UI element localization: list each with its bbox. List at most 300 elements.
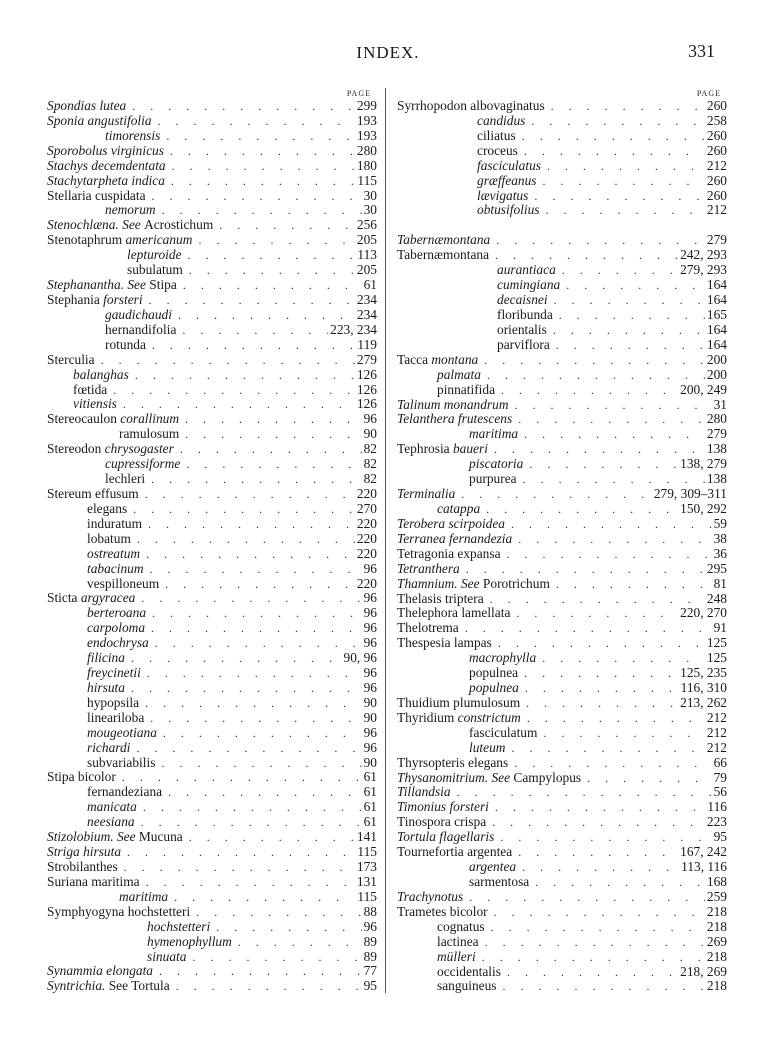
entry-pages: 125: [706, 635, 727, 651]
entry-pages: 200, 249: [680, 381, 727, 397]
entry-pages: 200: [706, 366, 727, 382]
entry-name-part: Stenotaphrum: [47, 232, 126, 248]
index-entry: [397, 114, 727, 129]
dot-leader: [516, 860, 679, 875]
index-entry: [397, 845, 727, 860]
entry-name: [47, 427, 179, 442]
dot-leader: [553, 308, 705, 323]
dot-leader: [135, 591, 361, 606]
entry-pages: 56: [713, 784, 727, 800]
index-entry: [397, 830, 727, 845]
entry-name-part: Timonius forsteri: [397, 799, 489, 815]
index-entry: [47, 144, 377, 159]
entry-pages: 131: [356, 873, 377, 889]
dot-leader: [523, 457, 678, 472]
entry-name: [47, 905, 190, 920]
entry-name-part: rotunda: [105, 336, 146, 352]
index-entry: [397, 800, 727, 815]
dot-leader: [517, 472, 705, 487]
entry-name: [47, 696, 139, 711]
entry-pages: 96: [363, 411, 377, 427]
entry-pages: 91: [713, 620, 727, 636]
entry-pages: 234: [356, 291, 377, 307]
entry-name-part: Tetranthera: [397, 560, 460, 576]
dot-leader: [165, 174, 356, 189]
entry-name-part: argyracea: [80, 590, 136, 606]
index-entry: [47, 636, 377, 651]
index-entry: [397, 711, 727, 726]
entry-name: [47, 293, 143, 308]
index-entry: [47, 383, 377, 398]
entry-name-part: Sticta: [47, 590, 81, 606]
entry-name: [397, 278, 560, 293]
entry-name-part: lactinea: [437, 933, 479, 949]
entry-name-part: Terminalia: [397, 486, 456, 502]
index-entry: [397, 562, 727, 577]
dot-leader: [512, 845, 678, 860]
index-entry: [47, 278, 377, 293]
dot-leader: [525, 114, 705, 129]
entry-pages: 260: [706, 172, 727, 188]
index-entry: [397, 771, 727, 786]
entry-name: [47, 517, 142, 532]
index-entry: [47, 800, 377, 815]
index-entry: [397, 621, 727, 636]
entry-name: [47, 368, 129, 383]
entry-name-part: obtusifolius: [477, 202, 540, 218]
entry-name-part: Thespesia lampas: [397, 635, 492, 651]
entry-name: [397, 651, 536, 666]
entry-name: [47, 830, 183, 845]
index-entry: [47, 666, 377, 681]
entry-pages: 66: [713, 754, 727, 770]
entry-name: [397, 965, 501, 980]
entry-pages: 213, 262: [680, 694, 727, 710]
entry-name-part: luteum: [469, 739, 506, 755]
entry-name-part: hochstetteri: [147, 918, 211, 934]
dot-leader: [545, 99, 705, 114]
entry-name: [397, 666, 518, 681]
entry-pages: 212: [706, 709, 727, 725]
entry-pages: 82: [363, 441, 377, 457]
page-title: INDEX.: [356, 43, 420, 62]
entry-pages: 82: [363, 471, 377, 487]
dot-leader: [131, 532, 355, 547]
entry-pages: 173: [356, 859, 377, 875]
index-entry: [397, 860, 727, 875]
index-entry: [47, 950, 377, 965]
dot-leader: [192, 233, 354, 248]
entry-pages: 280: [706, 411, 727, 427]
index-entry: [397, 129, 727, 144]
index-entry: [397, 636, 727, 651]
entry-pages: 90: [363, 694, 377, 710]
entry-name-part: Stenochlæna.: [47, 217, 119, 233]
index-entry: [47, 890, 377, 905]
entry-pages: 59: [713, 515, 727, 531]
entry-pages: 242, 293: [680, 247, 727, 263]
index-entry: [397, 756, 727, 771]
entry-pages: 200: [706, 351, 727, 367]
entry-pages: 258: [706, 112, 727, 128]
entry-name-part: lævigatus: [477, 187, 529, 203]
entry-pages: 95: [713, 829, 727, 845]
index-entry: [47, 442, 377, 457]
entry-pages: 90: [363, 709, 377, 725]
entry-name: [47, 487, 139, 502]
entry-pages: 138: [706, 441, 727, 457]
dot-leader: [107, 383, 355, 398]
entry-name: [397, 368, 481, 383]
entry-name: [397, 174, 537, 189]
dot-leader: [146, 606, 362, 621]
entry-name-part: catappa: [437, 500, 481, 516]
entry-name: [47, 114, 152, 129]
entry-name-part: Spondias lutea: [47, 98, 127, 113]
dot-leader: [130, 741, 361, 756]
entry-name: [397, 741, 505, 756]
entry-name-part: vitiensis: [73, 396, 117, 412]
index-entry: [397, 547, 727, 562]
dot-leader: [213, 218, 355, 233]
dot-leader: [140, 547, 355, 562]
entry-pages: 164: [706, 277, 727, 293]
dot-leader: [142, 517, 355, 532]
index-entry: [397, 233, 727, 248]
dot-leader: [139, 487, 355, 502]
index-entry: [47, 368, 377, 383]
entry-name-part: Synammia elongata: [47, 963, 153, 979]
index-entry: [47, 606, 377, 621]
dot-leader: [116, 770, 362, 785]
entry-pages: 119: [357, 336, 377, 352]
index-entry: [47, 785, 377, 800]
entry-name: [397, 383, 495, 398]
index-entry: [397, 890, 727, 905]
entry-name-part: Thelotrema: [397, 620, 459, 636]
entry-name: [47, 338, 146, 353]
entry-pages: 220: [356, 515, 377, 531]
entry-name: [47, 636, 149, 651]
entry-name-part: parviflora: [497, 336, 550, 352]
dot-leader: [177, 278, 362, 293]
index-entry: [47, 696, 377, 711]
entry-name: [397, 517, 505, 532]
entry-name-part: ciliatus: [477, 127, 516, 143]
index-entries: [397, 99, 727, 994]
entry-name-part: induratum: [87, 515, 143, 531]
index-entry: [397, 979, 727, 994]
entry-name: [47, 666, 141, 681]
dot-leader: [501, 547, 712, 562]
dot-leader: [560, 278, 705, 293]
entry-pages: 96: [363, 605, 377, 621]
index-entry: [397, 502, 727, 517]
index-entry: [47, 353, 377, 368]
entry-pages: 218, 269: [680, 963, 727, 979]
entry-name-part: fasciculatus: [477, 157, 541, 173]
entry-name: [397, 726, 537, 741]
dot-leader: [488, 442, 705, 457]
entry-pages: 150, 292: [680, 500, 727, 516]
entry-pages: 220, 270: [680, 605, 727, 621]
entry-name-part: Tabernæmontana: [397, 247, 490, 263]
entry-pages: 164: [706, 292, 727, 308]
entry-name: [47, 815, 135, 830]
entry-pages: 218: [706, 918, 727, 934]
index-entry: [397, 666, 727, 681]
entry-pages: 115: [357, 172, 377, 188]
index-entry: [47, 203, 377, 218]
dot-leader: [232, 935, 362, 950]
entry-name: [47, 472, 145, 487]
index-entry: [397, 457, 727, 472]
entry-name: [47, 353, 95, 368]
entry-name-part: cumingiana: [497, 277, 561, 293]
index-entry: [397, 965, 727, 980]
entry-pages: 113: [357, 247, 377, 263]
index-entry: [47, 547, 377, 562]
entry-name: [47, 606, 146, 621]
entry-name-part: elegans: [87, 500, 128, 516]
entry-name: [47, 532, 131, 547]
index-entry: [47, 621, 377, 636]
entry-name: [47, 203, 156, 218]
index-entry: [397, 532, 727, 547]
entry-name-part: Stephanantha.: [47, 277, 124, 293]
entry-name: [397, 203, 540, 218]
index-entry: [47, 517, 377, 532]
entry-name-part: sarmentosa: [469, 874, 530, 890]
entry-pages: 125, 235: [680, 665, 727, 681]
entry-name-part: carpoloma: [87, 620, 146, 636]
entry-name: [397, 845, 512, 860]
index-entry: [47, 741, 377, 756]
dot-leader: [581, 771, 711, 786]
dot-leader: [481, 368, 705, 383]
entry-name: [397, 875, 529, 890]
entry-name-part: populnea: [469, 680, 519, 696]
entry-name-part: corallinum: [120, 411, 180, 427]
entry-name: [397, 457, 523, 472]
entry-name-part: Campylopus: [513, 769, 582, 785]
entry-name: [47, 756, 155, 771]
entry-pages: 260: [706, 142, 727, 158]
index-entry: [47, 308, 377, 323]
entry-name: [397, 800, 489, 815]
entry-name: [47, 174, 165, 189]
dot-leader: [121, 845, 355, 860]
entry-name-part: gaudichaudi: [105, 306, 172, 322]
dot-leader: [494, 830, 711, 845]
entry-pages: 96: [363, 679, 377, 695]
index-entry: [397, 383, 727, 398]
entry-pages: 96: [363, 620, 377, 636]
dot-leader: [556, 263, 678, 278]
dot-leader: [550, 577, 712, 592]
page-column-label: PAGE: [346, 89, 371, 98]
index-entry: [397, 323, 727, 338]
index-entry: [397, 935, 727, 950]
dot-leader: [518, 144, 705, 159]
entry-name-part: manicata: [87, 799, 137, 815]
entry-name-part: Sporobolus virginicus: [47, 142, 164, 158]
entry-name-part: subvariabilis: [87, 754, 156, 770]
entry-name: [47, 711, 144, 726]
index-entry: [397, 248, 727, 263]
entry-pages: 115: [357, 888, 377, 904]
index-entry: [397, 905, 727, 920]
dot-leader: [144, 562, 362, 577]
index-entry: [47, 487, 377, 502]
entry-name-part: Thelephora lamellata: [397, 605, 511, 621]
entry-name-part: mülleri: [437, 948, 476, 964]
entry-name-part: candidus: [477, 112, 526, 128]
entry-name-part: See: [457, 575, 483, 591]
entry-pages: 168: [706, 874, 727, 890]
entry-name-part: fernandeziana: [87, 784, 163, 800]
dot-leader: [179, 427, 361, 442]
entry-name: [397, 920, 485, 935]
index-entry: [397, 592, 727, 607]
index-entry: [47, 472, 377, 487]
index-column-right: [397, 88, 727, 994]
entry-pages: 212: [706, 724, 727, 740]
entry-name-part: fœtida: [73, 381, 108, 397]
index-entry: [397, 875, 727, 890]
dot-leader: [463, 890, 705, 905]
index-entry: [47, 577, 377, 592]
dot-leader: [501, 965, 678, 980]
index-entry: [397, 427, 727, 442]
entry-name: [47, 457, 180, 472]
entry-pages: 269: [706, 933, 727, 949]
index-entry: [397, 338, 727, 353]
entry-name: [397, 636, 492, 651]
index-entry: [47, 964, 377, 979]
index-entry: [47, 427, 377, 442]
entry-pages: 138, 279: [680, 456, 727, 472]
entry-name-part: Strobilanthes: [47, 859, 118, 875]
entry-name: [397, 890, 463, 905]
dot-leader: [162, 785, 362, 800]
entry-name-part: Tortula: [131, 978, 170, 994]
dot-leader: [180, 457, 361, 472]
entry-name-part: purpurea: [469, 471, 517, 487]
entry-name: [397, 830, 494, 845]
entry-name: [47, 845, 121, 860]
entry-name-part: See: [124, 277, 150, 293]
index-entry: [397, 696, 727, 711]
index-entry: [397, 815, 727, 830]
entry-name: [397, 815, 486, 830]
entry-name-part: Syntrichia.: [47, 978, 106, 994]
dot-leader: [210, 920, 361, 935]
entry-name: [47, 681, 125, 696]
entry-pages: 90, 96: [343, 650, 377, 666]
index-entry: [47, 412, 377, 427]
index-entry: [397, 174, 727, 189]
entry-name-part: Tabernæmontana: [397, 232, 491, 248]
entry-name: [47, 99, 126, 114]
dot-leader: [478, 353, 705, 368]
entry-name-part: Stellaria cuspidata: [47, 187, 146, 203]
index-entry: [47, 860, 377, 875]
entry-name-part: sanguineus: [437, 978, 497, 994]
entry-name-part: Thelasis triptera: [397, 590, 484, 606]
entry-pages: 193: [356, 127, 377, 143]
entry-name: [397, 233, 490, 248]
dot-leader: [548, 293, 705, 308]
entry-name-part: pinnatifida: [437, 381, 496, 397]
dot-leader: [516, 129, 705, 144]
index-entry: [47, 159, 377, 174]
entry-name-part: populnea: [469, 665, 519, 681]
entry-name: [397, 756, 508, 771]
entry-pages: 96: [363, 635, 377, 651]
dot-leader: [537, 174, 705, 189]
dot-leader: [146, 189, 362, 204]
entry-name-part: ostreatum: [87, 545, 141, 561]
entry-name: [47, 129, 160, 144]
index-entry: [397, 159, 727, 174]
entry-name-part: Symphyogyna hochstetteri: [47, 903, 191, 919]
dot-leader: [508, 756, 711, 771]
entry-pages: 31: [713, 396, 727, 412]
entry-pages: 82: [363, 456, 377, 472]
index-entry: [47, 218, 377, 233]
dot-leader: [521, 711, 705, 726]
entry-name: [47, 726, 157, 741]
entry-name-part: Stipa: [149, 277, 177, 293]
entry-pages: 96: [363, 724, 377, 740]
entry-name: [397, 412, 512, 427]
dot-leader: [485, 920, 705, 935]
index-entry: [47, 681, 377, 696]
dot-leader: [153, 964, 362, 979]
dot-leader: [489, 800, 706, 815]
entry-name: [47, 248, 182, 263]
entry-name: [47, 785, 162, 800]
index-entry: [47, 263, 377, 278]
entry-name-part: filicina: [87, 650, 125, 666]
entry-name: [47, 860, 118, 875]
dot-leader: [451, 785, 712, 800]
entry-name: [397, 442, 488, 457]
dot-leader: [459, 621, 712, 636]
entry-name-part: timorensis: [105, 127, 161, 143]
dot-leader: [137, 800, 362, 815]
entry-pages: 138: [706, 471, 727, 487]
entry-name-part: Tinospora crispa: [397, 814, 487, 830]
dot-leader: [159, 577, 355, 592]
entry-name: [397, 547, 501, 562]
dot-leader: [170, 979, 362, 994]
entry-name: [397, 621, 459, 636]
entry-name: [397, 293, 548, 308]
entry-name-part: Terranea fernandezia: [397, 530, 513, 546]
dot-leader: [550, 338, 705, 353]
entry-pages: 218: [706, 903, 727, 919]
entry-name-part: subulatum: [127, 262, 183, 278]
dot-leader: [182, 248, 356, 263]
entry-name: [47, 621, 145, 636]
entry-pages: 89: [363, 948, 377, 964]
dot-leader: [95, 353, 355, 368]
dot-leader: [117, 397, 355, 412]
entry-name: [397, 532, 512, 547]
entry-name-part: Acrostichum: [144, 217, 214, 233]
